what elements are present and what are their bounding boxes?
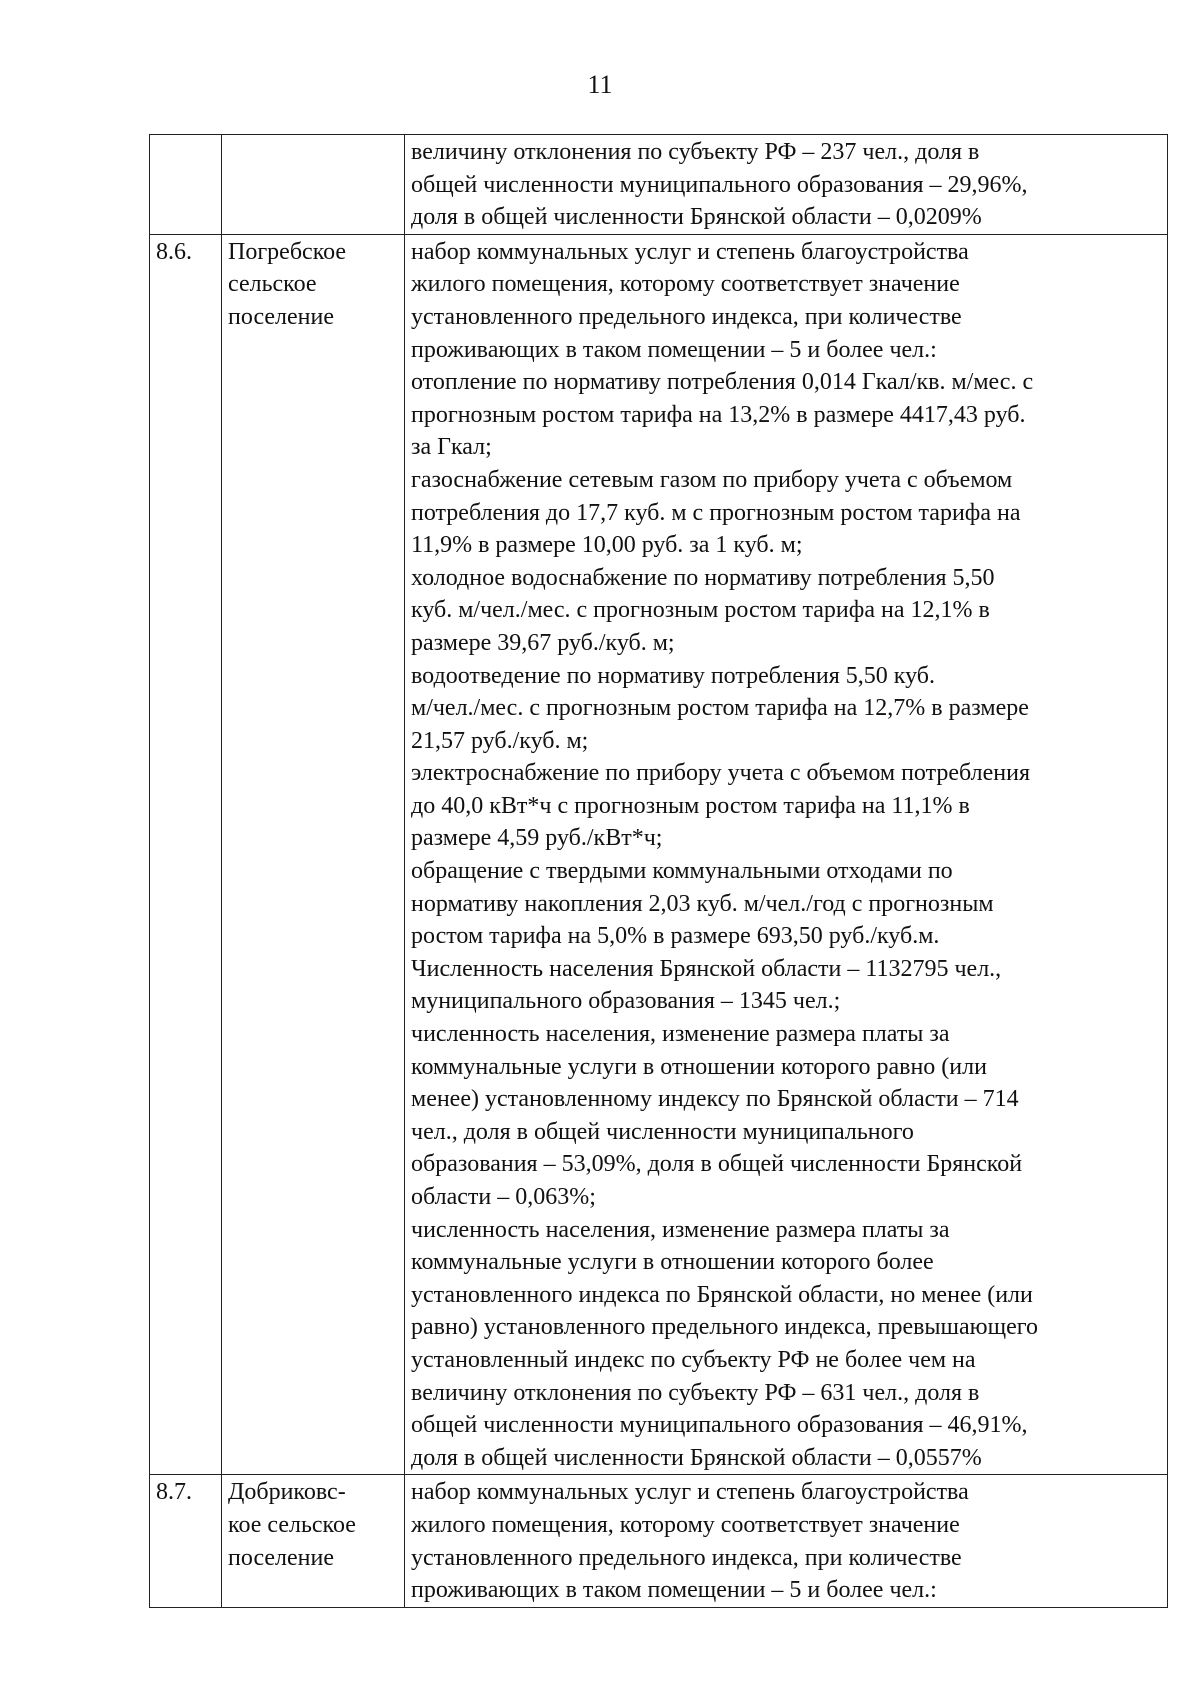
row-number-cell: 8.6.: [150, 234, 222, 1475]
description-line: набор коммунальных услуг и степень благоустройства: [411, 1479, 969, 1506]
description-line: жилого помещения, которому соответствует значение: [411, 271, 960, 298]
table-row: [150, 234, 1168, 1475]
description-line: доля в общей численности Брянской области – 0,0557%: [411, 1444, 982, 1471]
description-line: области – 0,063%;: [411, 1184, 596, 1210]
description-cell: [405, 234, 1168, 1475]
settlement-name-cell: [222, 135, 405, 235]
description-line: куб. м/чел./мес. с прогнозным ростом тарифа на 12,1% в: [411, 597, 990, 624]
description-line: отопление по нормативу потребления 0,014 Гкал/кв. м/мес. с: [411, 369, 1034, 396]
settlement-name-line: поселение: [228, 303, 335, 330]
description-line: численность населения, изменение размера платы за: [411, 1216, 950, 1243]
description-line: проживающих в таком помещении – 5 и более чел.:: [411, 336, 937, 363]
table-row: [150, 1475, 1168, 1607]
settlement-name-line: кое сельское: [228, 1511, 356, 1538]
table-row: [150, 135, 1168, 235]
description-line: доля в общей численности Брянской области – 0,0209%: [411, 204, 982, 231]
settlement-name-line: сельское: [228, 271, 317, 298]
description-line: коммунальные услуги в отношении которого более: [411, 1249, 934, 1276]
description-line: численность населения, изменение размера платы за: [411, 1021, 950, 1048]
description-line: водоотведение по нормативу потребления 5,50 куб.: [411, 662, 935, 689]
description-line: м/чел./мес. с прогнозным ростом тарифа на 12,7% в размере: [411, 695, 1029, 722]
description-line: электроснабжение по прибору учета с объемом потребления: [411, 760, 1030, 787]
description-line: набор коммунальных услуг и степень благоустройства: [411, 238, 969, 265]
description-line: прогнозным ростом тарифа на 13,2% в размере 4417,43 руб.: [411, 401, 1026, 428]
description-line: равно) установленного предельного индекса, превышающего: [411, 1314, 1038, 1341]
description-line: муниципального образования – 1345 чел.;: [411, 988, 841, 1015]
settlement-name-line: поселение: [228, 1544, 335, 1571]
page-number: 11: [587, 70, 613, 99]
description-line: 21,57 руб./куб. м;: [411, 727, 589, 754]
description-line: обращение с твердыми коммунальными отходами по: [411, 858, 953, 885]
description-line: величину отклонения по субъекту РФ – 631 чел., доля в: [411, 1379, 980, 1406]
description-line: за Гкал;: [411, 434, 492, 461]
row-number-cell: 8.7.: [150, 1475, 222, 1607]
row-number-cell: [150, 135, 222, 235]
description-line: размере 39,67 руб./куб. м;: [411, 629, 675, 656]
settlement-name-line: Погребское: [228, 238, 347, 265]
description-line: установленного индекса по Брянской области, но менее (или: [411, 1281, 1033, 1308]
description-line: газоснабжение сетевым газом по прибору учета с объемом: [411, 466, 1013, 493]
description-line: менее) установленному индексу по Брянской области – 714: [411, 1086, 1019, 1113]
description-line: потребления до 17,7 куб. м с прогнозным ростом тарифа на: [411, 499, 1021, 526]
description-line: установленного предельного индекса, при количестве: [411, 303, 962, 330]
description-line: ростом тарифа на 5,0% в размере 693,50 руб./куб.м.: [411, 923, 940, 950]
description-line: Численность населения Брянской области – 1132795 чел.,: [411, 955, 1002, 982]
description-line: общей численности муниципального образования – 46,91%,: [411, 1412, 1028, 1439]
description-line: общей численности муниципального образования – 29,96%,: [411, 171, 1028, 198]
description-line: нормативу накопления 2,03 куб. м/чел./год с прогнозным: [411, 890, 994, 917]
settlement-name-cell: [222, 1475, 405, 1607]
description-line: жилого помещения, которому соответствует значение: [411, 1511, 960, 1538]
description-line: 11,9% в размере 10,00 руб. за 1 куб. м;: [411, 532, 803, 559]
description-line: холодное водоснабжение по нормативу потребления 5,50: [411, 564, 995, 591]
table-body: [150, 135, 1168, 1608]
description-line: установленного предельного индекса, при количестве: [411, 1544, 962, 1571]
tariff-table: [149, 134, 1168, 1608]
description-line: размере 4,59 руб./кВт*ч;: [411, 825, 663, 852]
settlement-name-cell: [222, 234, 405, 1475]
description-line: образования – 53,09%, доля в общей численности Брянской: [411, 1151, 1023, 1178]
settlement-name-line: Добриковс-: [228, 1479, 346, 1506]
description-cell: [405, 1475, 1168, 1607]
description-line: чел., доля в общей численности муниципального: [411, 1118, 914, 1145]
description-line: величину отклонения по субъекту РФ – 237 чел., доля в: [411, 139, 980, 165]
description-line: до 40,0 кВт*ч с прогнозным ростом тарифа на 11,1% в: [411, 792, 970, 819]
description-line: коммунальные услуги в отношении которого равно (или: [411, 1053, 987, 1080]
description-line: проживающих в таком помещении – 5 и более чел.:: [411, 1577, 937, 1604]
description-cell: [405, 135, 1168, 235]
description-line: установленный индекс по субъекту РФ не более чем на: [411, 1346, 976, 1373]
